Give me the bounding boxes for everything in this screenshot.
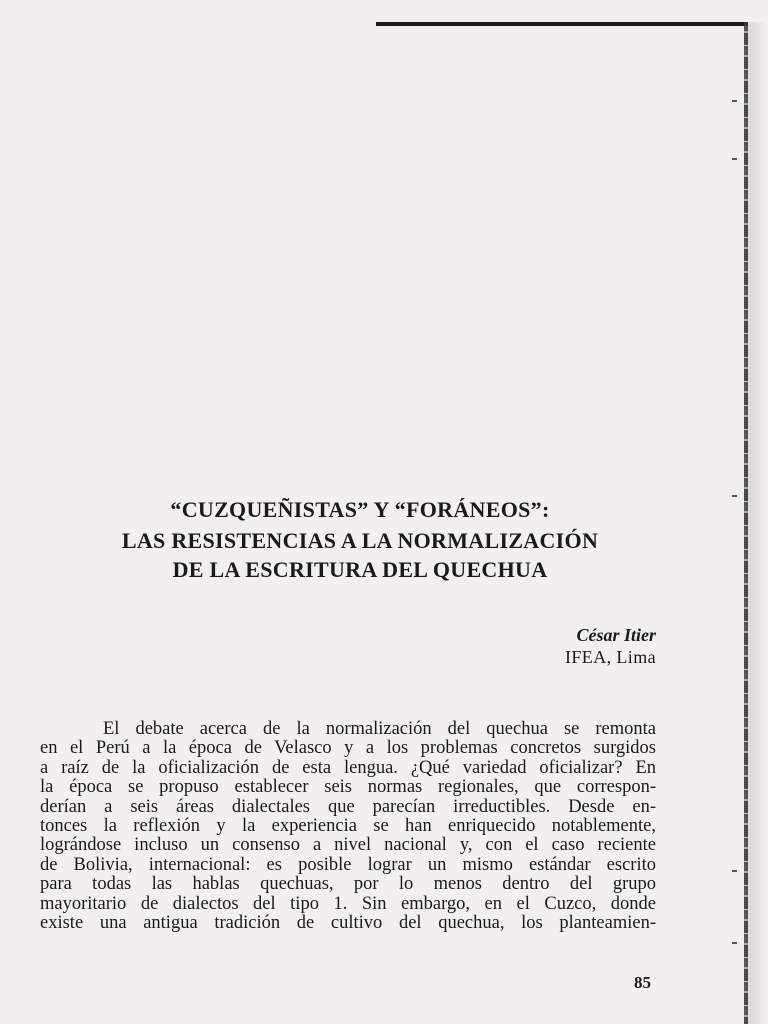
edge-mark bbox=[732, 495, 737, 497]
body-line: mayoritario de dialectos del tipo 1. Sin embargo, en el Cuzco, donde bbox=[40, 893, 656, 914]
author-institution: IFEA, Lima bbox=[565, 647, 656, 667]
body-line: la época se propuso establecer seis normas regionales, que correspon- bbox=[40, 777, 656, 798]
edge-mark bbox=[732, 870, 737, 872]
edge-mark bbox=[732, 158, 737, 160]
body-line: tonces la reflexión y la experiencia se han enriquecido notablemente, bbox=[40, 816, 656, 837]
body-line: derían a seis áreas dialectales que parecían irreductibles. Desde en- bbox=[40, 796, 656, 817]
edge-mark bbox=[732, 942, 737, 944]
binding-shadow bbox=[748, 22, 768, 1024]
body-line: para todas las hablas quechuas, por lo menos dentro del grupo bbox=[40, 874, 656, 895]
top-rule bbox=[376, 22, 748, 26]
body-line: El debate acerca de la normalización del quechua se remonta bbox=[103, 719, 656, 739]
article-title-line-3: DE LA ESCRITURA DEL QUECHUA bbox=[172, 557, 548, 582]
author-name: César Itier bbox=[576, 625, 656, 645]
body-line: en el Perú a la época de Velasco y a los problemas concretos surgidos bbox=[40, 738, 656, 759]
article-title-line-2: LAS RESISTENCIAS A LA NORMALIZACIÓN bbox=[121, 528, 599, 553]
edge-mark bbox=[732, 100, 737, 102]
page-number: 85 bbox=[634, 973, 651, 992]
body-line: de Bolivia, internacional: es posible lograr un mismo estándar escrito bbox=[40, 854, 656, 875]
author-block bbox=[565, 624, 656, 668]
body-line: lográndose incluso un consenso a nivel nacional y, con el caso reciente bbox=[40, 835, 656, 856]
body-paragraph bbox=[40, 720, 656, 933]
body-line: existe una antigua tradición de cultivo del quechua, los planteamien- bbox=[40, 913, 656, 934]
body-line: a raíz de la oficialización de esta lengua. ¿Qué variedad oficializar? En bbox=[40, 757, 656, 778]
article-title-line-1: “CUZQUEÑISTAS” Y “FORÁNEOS”: bbox=[170, 497, 550, 522]
